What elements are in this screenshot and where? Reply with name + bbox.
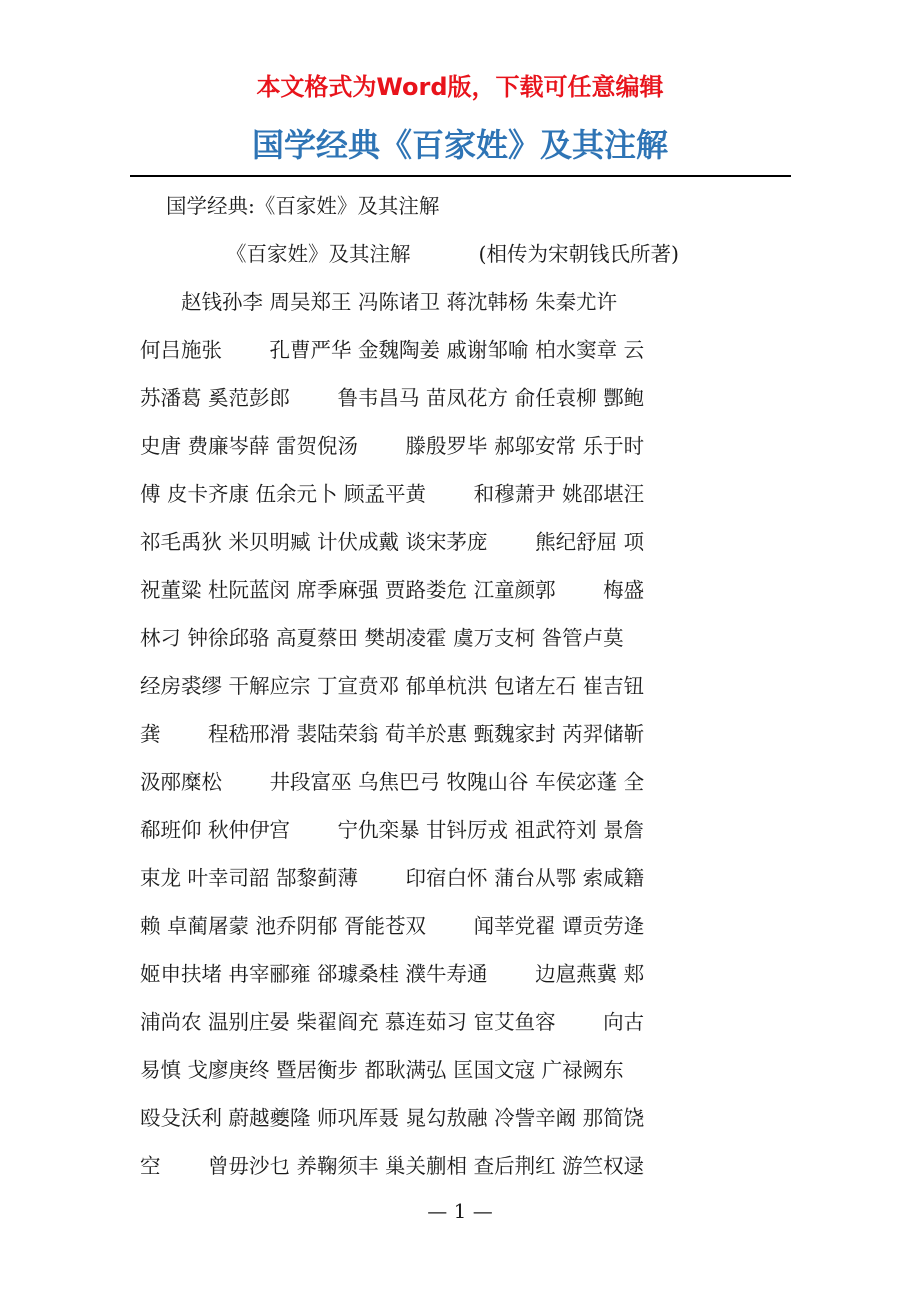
surname-line: 易慎 戈廖庚终 暨居衡步 都耿满弘 匡国文寇 广禄阙东 <box>140 1058 624 1082</box>
subtitle: 《百家姓》及其注解 <box>226 242 411 266</box>
surname-line: 姬申扶堵 冉宰郦雍 郤璩桑桂 濮牛寿通 边扈燕冀 郏 <box>140 962 645 986</box>
surname-line: 赖 卓蔺屠蒙 池乔阴郁 胥能苍双 闻莘党翟 谭贡劳逄 <box>140 914 645 938</box>
surname-line: 赵钱孙李 周吴郑王 冯陈诸卫 蒋沈韩杨 朱秦尤许 <box>140 290 618 314</box>
surname-line: 经房裘缪 干解应宗 丁宣贲邓 郁单杭洪 包诸左石 崔吉钮 <box>140 674 645 698</box>
page-number: — 1 — <box>427 1199 493 1223</box>
document-body <box>140 182 782 1190</box>
surname-line: 郗班仰 秋仲伊宫 宁仇栾暴 甘钭厉戎 祖武符刘 景詹 <box>140 818 645 842</box>
surname-line: 何吕施张 孔曹严华 金魏陶姜 戚谢邹喻 柏水窦章 云 <box>140 338 645 362</box>
attribution: (相传为宋朝钱氏所著) <box>478 242 679 266</box>
surname-line: 殴殳沃利 蔚越夔隆 师巩厍聂 晁勾敖融 冷訾辛阚 那简饶 <box>140 1106 645 1130</box>
surname-line: 祁毛禹狄 米贝明臧 计伏成戴 谈宋茅庞 熊纪舒屈 项 <box>140 530 645 554</box>
title-divider <box>130 175 791 177</box>
surname-line: 空 曾毋沙乜 养鞠须丰 巢关蒯相 查后荆红 游竺权逯 <box>140 1154 645 1178</box>
surname-line: 浦尚农 温别庄晏 柴翟阎充 慕连茹习 宦艾鱼容 向古 <box>140 1010 645 1034</box>
surname-line: 龚 程嵇邢滑 裴陆荣翁 荀羊於惠 甄魏家封 芮羿储靳 <box>140 722 645 746</box>
surname-line: 祝董粱 杜阮蓝闵 席季麻强 贾路娄危 江童颜郭 梅盛 <box>140 578 645 602</box>
download-notice: 本文格式为Word版，下载可任意编辑 <box>256 73 664 101</box>
surname-line: 林刁 钟徐邱骆 高夏蔡田 樊胡凌霍 虞万支柯 昝管卢莫 <box>140 626 624 650</box>
document-title: 国学经典《百家姓》及其注解 <box>251 126 668 164</box>
surname-line: 束龙 叶幸司韶 郜黎蓟薄 印宿白怀 蒲台从鄂 索咸籍 <box>140 866 645 890</box>
surname-line: 傅 皮卡齐康 伍余元卜 顾孟平黄 和穆萧尹 姚邵堪汪 <box>140 482 645 506</box>
subtitle-line <box>140 230 782 278</box>
surname-line: 苏潘葛 奚范彭郎 鲁韦昌马 苗凤花方 俞任袁柳 酆鲍 <box>140 386 645 410</box>
surname-line: 汲邴糜松 井段富巫 乌焦巴弓 牧隗山谷 车侯宓蓬 全 <box>140 770 645 794</box>
section-label: 国学经典:《百家姓》及其注解 <box>166 194 440 218</box>
surname-line: 史唐 费廉岑薛 雷贺倪汤 滕殷罗毕 郝邬安常 乐于时 <box>140 434 645 458</box>
